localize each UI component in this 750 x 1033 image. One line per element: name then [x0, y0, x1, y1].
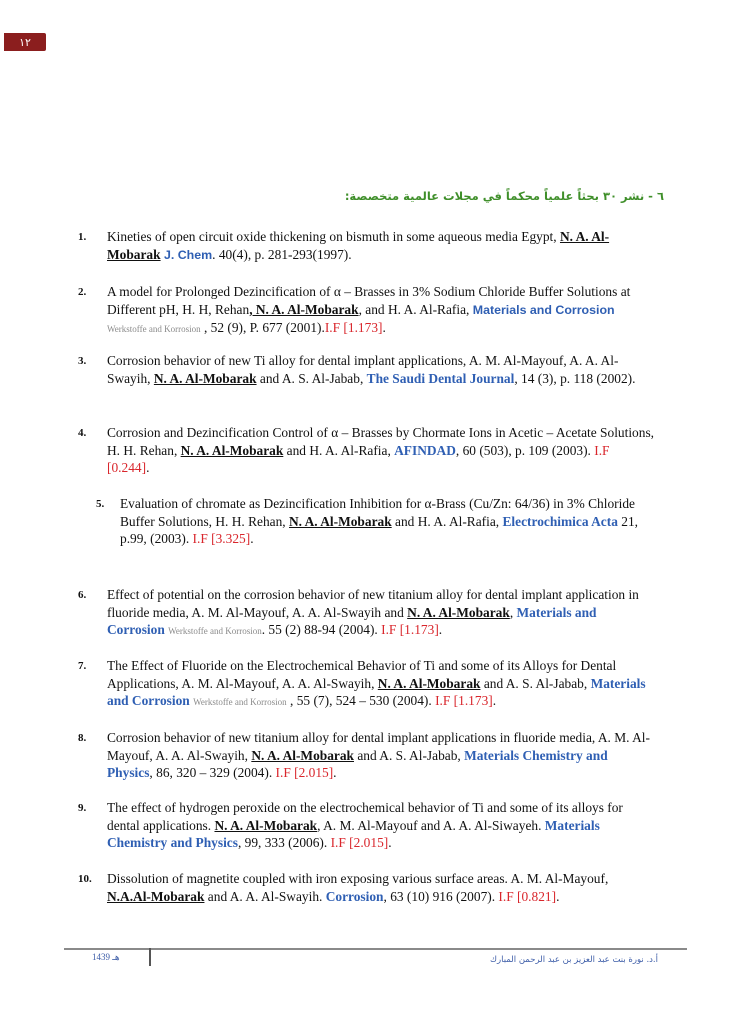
footer-year: 1439 هـ — [92, 952, 120, 962]
journal-name: J. Chem — [163, 247, 213, 262]
reference-segment: . — [146, 460, 150, 476]
reference-segment: Corrosion and Dezincification Control of α – Brasses by Chormate Ions in Acetic – Acetate Solutions, H. H. Rehan, — [107, 425, 655, 458]
journal-name: Materials Chemistry and Physics — [107, 817, 600, 851]
footer-divider — [64, 948, 687, 950]
reference-text — [107, 424, 655, 477]
impact-factor: I.F [1.173] — [381, 622, 439, 638]
reference-segment: . — [333, 765, 337, 781]
impact-factor: I.F [0.821] — [498, 888, 557, 904]
reference-text — [107, 870, 655, 905]
reference-text — [107, 799, 655, 852]
reference-text — [107, 586, 655, 641]
reference-number: 3. — [78, 355, 87, 367]
footer-author-name: أ.د. نورة بنت عبد العزيز بن عبد الرحمن المبارك — [490, 955, 658, 965]
reference-segment: and A. S. Al-Jabab, — [480, 675, 591, 691]
author-name: N. A. Al-Mobarak — [180, 442, 284, 458]
author-name: N. A. Al-Mobarak — [289, 513, 392, 529]
reference-text — [107, 729, 655, 782]
journal-name: AFINDAD — [394, 442, 456, 458]
reference-item — [78, 729, 658, 782]
journal-subtitle: Werkstoffe and Korrosion — [107, 324, 201, 335]
author-name: N. A. Al-Mobarak — [107, 229, 610, 262]
author-name: N. A. Al-Mobarak — [251, 747, 354, 763]
impact-factor: I.F [3.325] — [192, 531, 251, 547]
reference-segment: Kineties of open circuit oxide thickening on bismuth in some aqueous media Egypt, — [107, 229, 560, 244]
reference-item — [78, 352, 658, 387]
reference-text — [107, 283, 655, 339]
reference-text — [120, 495, 640, 548]
reference-item — [96, 495, 676, 548]
page-number-badge: ١٢ — [4, 33, 46, 51]
reference-number: 4. — [78, 427, 87, 439]
reference-text — [107, 352, 655, 387]
reference-segment: Dissolution of magnetite coupled with iron exposing various surface areas. A. M. Al-Mayouf, — [107, 871, 609, 886]
impact-factor: I.F [2.015] — [330, 835, 389, 851]
reference-segment: . 55 (2) 88-94 (2004). — [261, 622, 382, 638]
reference-segment: and A. S. Al-Jabab, — [354, 747, 465, 763]
reference-number: 8. — [78, 732, 87, 744]
impact-factor: I.F [1.173] — [435, 693, 493, 709]
reference-segment: . — [382, 320, 386, 336]
author-name: N. A. Al-Mobarak — [153, 370, 257, 386]
section-heading: ٦ - نشر ٣٠ بحثاً علمياً محكماً في مجلات عالمية متخصصة: — [344, 189, 664, 203]
journal-name: Corrosion — [325, 888, 384, 904]
reference-number: 10. — [78, 873, 92, 885]
reference-segment: and A. A. Al-Swayih. — [204, 888, 326, 904]
author-name: N. A. Al-Mobarak — [214, 817, 318, 833]
journal-name: Materials Chemistry and Physics — [107, 747, 608, 781]
reference-segment: , 63 (10) 916 (2007). — [383, 888, 499, 904]
reference-segment: The Effect of Fluoride on the Electrochemical Behavior of Ti and some of its Alloys for Dental Applications, A. M. Al-Mayouf, A. A. Al-Swayih, — [107, 658, 617, 691]
reference-item — [78, 228, 658, 264]
reference-segment: , 14 (3), p. 118 (2002). — [514, 370, 636, 386]
journal-name: Electrochimica Acta — [502, 513, 618, 529]
reference-segment: , 52 (9), P. 677 (2001). — [200, 320, 325, 336]
author-name: , N. A. Al-Mobarak — [249, 301, 359, 317]
reference-item — [78, 657, 658, 712]
reference-segment: The effect of hydrogen peroxide on the electrochemical behavior of Ti and some of its alloys for dental applications. — [107, 800, 623, 833]
reference-text — [107, 657, 655, 712]
reference-segment: . — [250, 531, 254, 547]
journal-name: Materials and Corrosion — [107, 604, 597, 638]
reference-segment: , and H. A. Al-Rafia, — [358, 301, 473, 317]
reference-segment: . 40(4), p. 281-293(1997). — [212, 246, 352, 262]
journal-name: Materials and Corrosion — [472, 302, 615, 317]
reference-segment: , 99, 333 (2006). — [237, 835, 331, 851]
reference-segment: . — [492, 693, 497, 709]
reference-segment: Evaluation of chromate as Dezincification Inhibition for α-Brass (Cu/Zn: 64/36) in 3% Chloride Buffer Solutions, H. H. Rehan, — [120, 496, 635, 529]
reference-segment: , 86, 320 – 329 (2004). — [149, 765, 276, 781]
impact-factor: I.F [2.015] — [275, 765, 334, 781]
reference-segment: and H. A. Al-Rafia, — [283, 442, 395, 458]
impact-factor: I.F [1.173] — [324, 320, 383, 336]
reference-number: 2. — [78, 286, 87, 298]
journal-subtitle: Werkstoffe and Korrosion — [168, 626, 262, 637]
reference-number: 9. — [78, 802, 87, 814]
reference-item — [78, 283, 658, 339]
reference-segment: , A. M. Al-Mayouf and A. A. Al-Siwayeh. — [317, 817, 545, 833]
reference-segment: . — [438, 622, 443, 638]
journal-name: The Saudi Dental Journal — [366, 370, 515, 386]
reference-text — [107, 228, 655, 264]
reference-item — [78, 870, 658, 905]
reference-item — [78, 424, 658, 477]
author-name: N. A. Al-Mobarak — [407, 604, 510, 620]
author-name: N.A.Al-Mobarak — [107, 888, 205, 904]
reference-segment: Corrosion behavior of new Ti alloy for dental implant applications, A. M. Al-Mayouf, A. A. Al-Swayih, — [107, 353, 619, 386]
reference-item — [78, 799, 658, 852]
reference-number: 1. — [78, 231, 87, 243]
reference-segment: , — [509, 604, 517, 620]
reference-number: 5. — [96, 498, 105, 510]
reference-segment: A model for Prolonged Dezincification of α – Brasses in 3% Sodium Chloride Buffer Solutions at Different pH, H. H, Rehan — [107, 284, 631, 317]
reference-segment: Corrosion behavior of new titanium alloy for dental implant applications in fluoride media, A. M. Al-Mayouf, A. A. Al-Swayih, — [107, 730, 650, 763]
reference-segment: , 60 (503), p. 109 (2003). — [455, 442, 595, 458]
footer-separator — [149, 948, 151, 966]
reference-segment: , 55 (7), 524 – 530 (2004). — [286, 693, 436, 709]
reference-number: 6. — [78, 589, 87, 601]
reference-segment: and H. A. Al-Rafia, — [391, 513, 503, 529]
reference-number: 7. — [78, 660, 87, 672]
reference-segment: 21, p.99, (2003). — [120, 513, 638, 547]
reference-segment: Effect of potential on the corrosion behavior of new titanium alloy for dental implant application in fluoride media, A. M. Al-Mayouf, A. A. Al-Swayih and — [107, 587, 639, 620]
reference-segment: . — [556, 888, 560, 904]
reference-item — [78, 586, 658, 641]
impact-factor: I.F [0.244] — [107, 442, 610, 476]
reference-segment: . — [388, 835, 392, 851]
author-name: N. A. Al-Mobarak — [377, 675, 481, 691]
reference-segment: and A. S. Al-Jabab, — [256, 370, 367, 386]
journal-name: Materials and Corrosion — [107, 675, 646, 709]
journal-subtitle: Werkstoffe and Korrosion — [193, 697, 287, 708]
